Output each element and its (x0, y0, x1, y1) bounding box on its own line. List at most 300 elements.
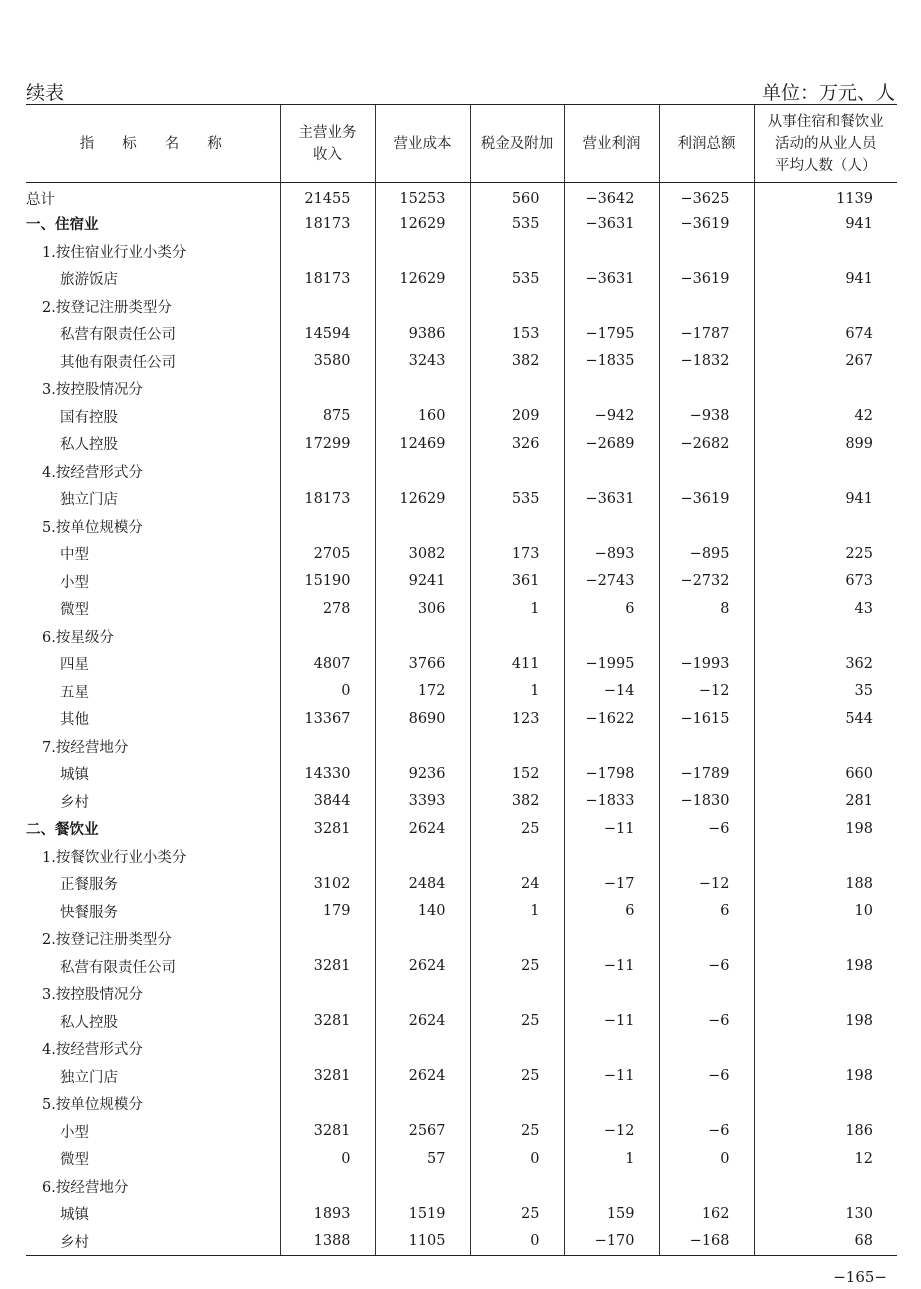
row-label: 3.按控股情况分 (42, 987, 143, 1004)
cell-value: 941 (754, 210, 897, 238)
cell-value (564, 733, 659, 761)
table-row (26, 843, 897, 871)
row-label: 正餐服务 (60, 877, 118, 894)
cell-value: 152 (470, 760, 564, 788)
cell-value (470, 980, 564, 1008)
cell-value (280, 238, 375, 266)
cell-value (375, 733, 470, 761)
cell-value: 3281 (280, 1063, 375, 1091)
cell-value (375, 623, 470, 651)
cell-value (280, 293, 375, 321)
cell-value (659, 293, 754, 321)
table-row (26, 238, 897, 266)
row-label: 中型 (60, 547, 89, 564)
cell-value (754, 375, 897, 403)
table-row (26, 293, 897, 321)
row-label: 2.按登记注册类型分 (42, 932, 172, 949)
cell-value: −3619 (659, 485, 754, 513)
cell-value: −893 (564, 540, 659, 568)
row-label: 7.按经营地分 (42, 739, 129, 756)
cell-value: 1388 (280, 1228, 375, 1256)
cell-value: 8690 (375, 705, 470, 733)
page-number: −165− (833, 1268, 887, 1286)
cell-value: 186 (754, 1118, 897, 1146)
table-row (26, 1008, 897, 1036)
cell-value: 25 (470, 1118, 564, 1146)
cell-value (564, 513, 659, 541)
cell-value: 10 (754, 898, 897, 926)
cell-value: −6 (659, 1118, 754, 1146)
cell-value: 3102 (280, 870, 375, 898)
cell-value: 18173 (280, 210, 375, 238)
cell-value: 188 (754, 870, 897, 898)
table-row (26, 650, 897, 678)
cell-value: −2689 (564, 430, 659, 458)
table-row (26, 1228, 897, 1256)
cell-value (470, 1035, 564, 1063)
cell-value: 42 (754, 403, 897, 431)
row-label: 小型 (60, 574, 89, 591)
cell-value (659, 1173, 754, 1201)
cell-value: −1835 (564, 348, 659, 376)
cell-value: −11 (564, 1063, 659, 1091)
cell-value: 57 (375, 1145, 470, 1173)
cell-value (280, 733, 375, 761)
table-row (26, 1118, 897, 1146)
cell-value: 544 (754, 705, 897, 733)
cell-value: 941 (754, 485, 897, 513)
cell-value: 3766 (375, 650, 470, 678)
row-label: 6.按经营地分 (42, 1179, 129, 1196)
cell-value (659, 375, 754, 403)
cell-value: 941 (754, 265, 897, 293)
cell-value (470, 238, 564, 266)
cell-value (754, 513, 897, 541)
cell-value: 12629 (375, 265, 470, 293)
cell-value (659, 925, 754, 953)
cell-value: 172 (375, 678, 470, 706)
cell-value (375, 375, 470, 403)
table-row (26, 320, 897, 348)
cell-value: −12 (659, 870, 754, 898)
cell-value: 14594 (280, 320, 375, 348)
cell-value (564, 1173, 659, 1201)
table-row (26, 980, 897, 1008)
cell-value (470, 293, 564, 321)
cell-value (280, 1173, 375, 1201)
cell-value: 15190 (280, 568, 375, 596)
cell-value: 12629 (375, 485, 470, 513)
table-row (26, 210, 897, 238)
cell-value (280, 843, 375, 871)
row-label: 五星 (60, 684, 89, 701)
cell-value: 1 (470, 595, 564, 623)
cell-value: −3619 (659, 265, 754, 293)
cell-value: 68 (754, 1228, 897, 1256)
table-row (26, 1090, 897, 1118)
cell-value: 1 (564, 1145, 659, 1173)
table-row (26, 705, 897, 733)
cell-value: 3281 (280, 953, 375, 981)
cell-value: 14330 (280, 760, 375, 788)
cell-value: 12 (754, 1145, 897, 1173)
cell-value: 674 (754, 320, 897, 348)
cell-value: −3631 (564, 265, 659, 293)
column-header-total-profit: 利润总额 (659, 105, 754, 183)
column-header-indicator-name: 指标名称 (26, 105, 280, 183)
cell-value: 6 (564, 898, 659, 926)
cell-value: 12629 (375, 210, 470, 238)
table-row (26, 1173, 897, 1201)
cell-value: −2732 (659, 568, 754, 596)
cell-value (470, 458, 564, 486)
row-label: 一、住宿业 (26, 216, 99, 234)
row-label: 2.按登记注册类型分 (42, 299, 172, 316)
cell-value (280, 458, 375, 486)
cell-value: 0 (470, 1145, 564, 1173)
unit-label: 单位：万元、人 (761, 82, 895, 104)
table-row (26, 925, 897, 953)
cell-value: −6 (659, 815, 754, 843)
statistics-table (26, 104, 897, 1256)
table-row (26, 595, 897, 623)
cell-value: 660 (754, 760, 897, 788)
row-label: 1.按餐饮业行业小类分 (42, 849, 187, 866)
cell-value (280, 1090, 375, 1118)
cell-value: 326 (470, 430, 564, 458)
table-row (26, 1200, 897, 1228)
cell-value (754, 623, 897, 651)
cell-value: 2624 (375, 815, 470, 843)
cell-value: 160 (375, 403, 470, 431)
cell-value: −1995 (564, 650, 659, 678)
cell-value: 2484 (375, 870, 470, 898)
cell-value: 6 (564, 595, 659, 623)
cell-value (659, 238, 754, 266)
cell-value (754, 1090, 897, 1118)
cell-value: 12469 (375, 430, 470, 458)
cell-value: 3281 (280, 815, 375, 843)
cell-value (564, 843, 659, 871)
cell-value (280, 925, 375, 953)
cell-value: 1519 (375, 1200, 470, 1228)
cell-value: 35 (754, 678, 897, 706)
cell-value: −6 (659, 1063, 754, 1091)
cell-value (564, 293, 659, 321)
cell-value (375, 513, 470, 541)
cell-value (470, 733, 564, 761)
cell-value: 1 (470, 678, 564, 706)
row-label: 4.按经营形式分 (42, 1042, 143, 1059)
cell-value: 9236 (375, 760, 470, 788)
cell-value (754, 733, 897, 761)
cell-value: −168 (659, 1228, 754, 1256)
cell-value (659, 458, 754, 486)
cell-value: 362 (754, 650, 897, 678)
cell-value: 1105 (375, 1228, 470, 1256)
cell-value: −1622 (564, 705, 659, 733)
cell-value: 3580 (280, 348, 375, 376)
cell-value: −942 (564, 403, 659, 431)
table-row (26, 1063, 897, 1091)
cell-value: 0 (280, 678, 375, 706)
cell-value: 1139 (754, 183, 897, 211)
table-row (26, 815, 897, 843)
row-label: 私营有限责任公司 (60, 327, 176, 344)
table-row (26, 733, 897, 761)
cell-value (470, 623, 564, 651)
cell-value: 361 (470, 568, 564, 596)
cell-value (375, 843, 470, 871)
cell-value (470, 925, 564, 953)
cell-value: −3631 (564, 485, 659, 513)
table-row (26, 788, 897, 816)
cell-value: 9386 (375, 320, 470, 348)
row-label: 3.按控股情况分 (42, 382, 143, 399)
row-label: 微型 (60, 1152, 89, 1169)
cell-value: −3619 (659, 210, 754, 238)
cell-value: 25 (470, 815, 564, 843)
cell-value: 6 (659, 898, 754, 926)
cell-value: 535 (470, 265, 564, 293)
table-row (26, 870, 897, 898)
cell-value: 13367 (280, 705, 375, 733)
cell-value: 3281 (280, 1008, 375, 1036)
row-label: 城镇 (60, 767, 89, 784)
row-label: 四星 (60, 657, 89, 674)
cell-value: −6 (659, 953, 754, 981)
cell-value: 0 (659, 1145, 754, 1173)
cell-value: 535 (470, 210, 564, 238)
table-body (26, 183, 897, 1256)
cell-value: 179 (280, 898, 375, 926)
cell-value (564, 925, 659, 953)
row-label: 乡村 (26, 1228, 280, 1256)
row-label: 4.按经营形式分 (42, 464, 143, 481)
cell-value (280, 375, 375, 403)
cell-value: −1798 (564, 760, 659, 788)
cell-value: 2624 (375, 1063, 470, 1091)
cell-value (375, 925, 470, 953)
cell-value: 24 (470, 870, 564, 898)
cell-value: 130 (754, 1200, 897, 1228)
cell-value: 3393 (375, 788, 470, 816)
cell-value (375, 1173, 470, 1201)
cell-value: −1795 (564, 320, 659, 348)
cell-value: −2743 (564, 568, 659, 596)
cell-value: 560 (470, 183, 564, 211)
cell-value (564, 458, 659, 486)
cell-value (659, 513, 754, 541)
cell-value: 535 (470, 485, 564, 513)
cell-value (280, 623, 375, 651)
table-row (26, 513, 897, 541)
cell-value: 4807 (280, 650, 375, 678)
cell-value: 15253 (375, 183, 470, 211)
cell-value: 153 (470, 320, 564, 348)
row-label: 私人控股 (60, 437, 118, 454)
column-header-taxes-surcharges: 税金及附加 (470, 105, 564, 183)
cell-value: −12 (659, 678, 754, 706)
cell-value (470, 1173, 564, 1201)
cell-value (280, 1035, 375, 1063)
cell-value: 2567 (375, 1118, 470, 1146)
cell-value: 3844 (280, 788, 375, 816)
cell-value: −2682 (659, 430, 754, 458)
table-row (26, 1035, 897, 1063)
cell-value: 123 (470, 705, 564, 733)
cell-value (754, 980, 897, 1008)
column-header-operating-cost: 营业成本 (375, 105, 470, 183)
cell-value (564, 375, 659, 403)
cell-value: −11 (564, 815, 659, 843)
row-label: 私营有限责任公司 (60, 959, 176, 976)
cell-value: −3631 (564, 210, 659, 238)
cell-value (564, 1090, 659, 1118)
cell-value (470, 1090, 564, 1118)
cell-value: 3243 (375, 348, 470, 376)
cell-value: 25 (470, 1008, 564, 1036)
table-row (26, 568, 897, 596)
cell-value (754, 1173, 897, 1201)
cell-value: 2624 (375, 953, 470, 981)
cell-value (564, 238, 659, 266)
cell-value: 198 (754, 1008, 897, 1036)
cell-value (375, 980, 470, 1008)
cell-value: 25 (470, 1063, 564, 1091)
cell-value: 0 (470, 1228, 564, 1256)
row-label: 二、餐饮业 (26, 821, 99, 839)
table-row (26, 458, 897, 486)
table-row (26, 485, 897, 513)
cell-value (375, 238, 470, 266)
row-label: 总计 (26, 192, 55, 208)
cell-value: 3082 (375, 540, 470, 568)
cell-value: 225 (754, 540, 897, 568)
cell-value (470, 513, 564, 541)
cell-value: −1833 (564, 788, 659, 816)
cell-value (754, 293, 897, 321)
cell-value: −895 (659, 540, 754, 568)
column-header-avg-employees: 从事住宿和餐饮业 活动的从业人员 平均人数（人） (754, 105, 897, 183)
cell-value: −1993 (659, 650, 754, 678)
cell-value (754, 843, 897, 871)
cell-value: 2705 (280, 540, 375, 568)
row-label: 5.按单位规模分 (42, 1097, 143, 1114)
row-label: 微型 (60, 602, 89, 619)
cell-value (280, 980, 375, 1008)
cell-value: −14 (564, 678, 659, 706)
cell-value: 43 (754, 595, 897, 623)
table-row (26, 403, 897, 431)
row-label: 国有控股 (60, 409, 118, 426)
row-label: 乡村 (60, 794, 89, 811)
cell-value: 18173 (280, 265, 375, 293)
cell-value: 382 (470, 788, 564, 816)
table-row (26, 760, 897, 788)
cell-value (659, 1090, 754, 1118)
row-label: 5.按单位规模分 (42, 519, 143, 536)
cell-value: 3281 (280, 1118, 375, 1146)
cell-value: −1830 (659, 788, 754, 816)
table-row (26, 265, 897, 293)
cell-value (659, 843, 754, 871)
table-row (26, 348, 897, 376)
cell-value: −17 (564, 870, 659, 898)
cell-value: 0 (280, 1145, 375, 1173)
cell-value: 267 (754, 348, 897, 376)
cell-value: 1 (470, 898, 564, 926)
row-label: 快餐服务 (60, 904, 118, 921)
cell-value: 209 (470, 403, 564, 431)
cell-value: 140 (375, 898, 470, 926)
row-label: 城镇 (60, 1207, 89, 1224)
table-row (26, 1145, 897, 1173)
table-row (26, 540, 897, 568)
cell-value: −6 (659, 1008, 754, 1036)
row-label: 独立门店 (60, 492, 118, 509)
cell-value: −3625 (659, 183, 754, 211)
table-row (26, 953, 897, 981)
cell-value: 159 (564, 1200, 659, 1228)
cell-value: 673 (754, 568, 897, 596)
column-header-operating-profit: 营业利润 (564, 105, 659, 183)
cell-value (564, 623, 659, 651)
cell-value: 198 (754, 953, 897, 981)
cell-value: 173 (470, 540, 564, 568)
cell-value: 9241 (375, 568, 470, 596)
cell-value (659, 623, 754, 651)
cell-value (754, 925, 897, 953)
cell-value: −170 (564, 1228, 659, 1256)
cell-value (375, 458, 470, 486)
cell-value (564, 980, 659, 1008)
cell-value: 1893 (280, 1200, 375, 1228)
cell-value: −1787 (659, 320, 754, 348)
cell-value (470, 843, 564, 871)
cell-value (280, 513, 375, 541)
cell-value: −1832 (659, 348, 754, 376)
row-label: 1.按住宿业行业小类分 (42, 244, 187, 261)
continued-label: 续表 (26, 82, 65, 104)
cell-value: 198 (754, 815, 897, 843)
cell-value (754, 458, 897, 486)
cell-value: −11 (564, 1008, 659, 1036)
cell-value (564, 1035, 659, 1063)
cell-value (754, 238, 897, 266)
cell-value: −938 (659, 403, 754, 431)
cell-value: 25 (470, 953, 564, 981)
cell-value: −3642 (564, 183, 659, 211)
cell-value (375, 1090, 470, 1118)
cell-value: 2624 (375, 1008, 470, 1036)
cell-value (659, 733, 754, 761)
row-label: 旅游饭店 (60, 272, 118, 289)
cell-value (659, 980, 754, 1008)
cell-value: 281 (754, 788, 897, 816)
cell-value: −1615 (659, 705, 754, 733)
cell-value: 21455 (280, 183, 375, 211)
row-label: 其他 (60, 712, 89, 729)
table-row (26, 678, 897, 706)
cell-value: 278 (280, 595, 375, 623)
cell-value (375, 293, 470, 321)
cell-value: 8 (659, 595, 754, 623)
table-row (26, 898, 897, 926)
row-label: 6.按星级分 (42, 629, 114, 646)
cell-value: 411 (470, 650, 564, 678)
cell-value: 25 (470, 1200, 564, 1228)
